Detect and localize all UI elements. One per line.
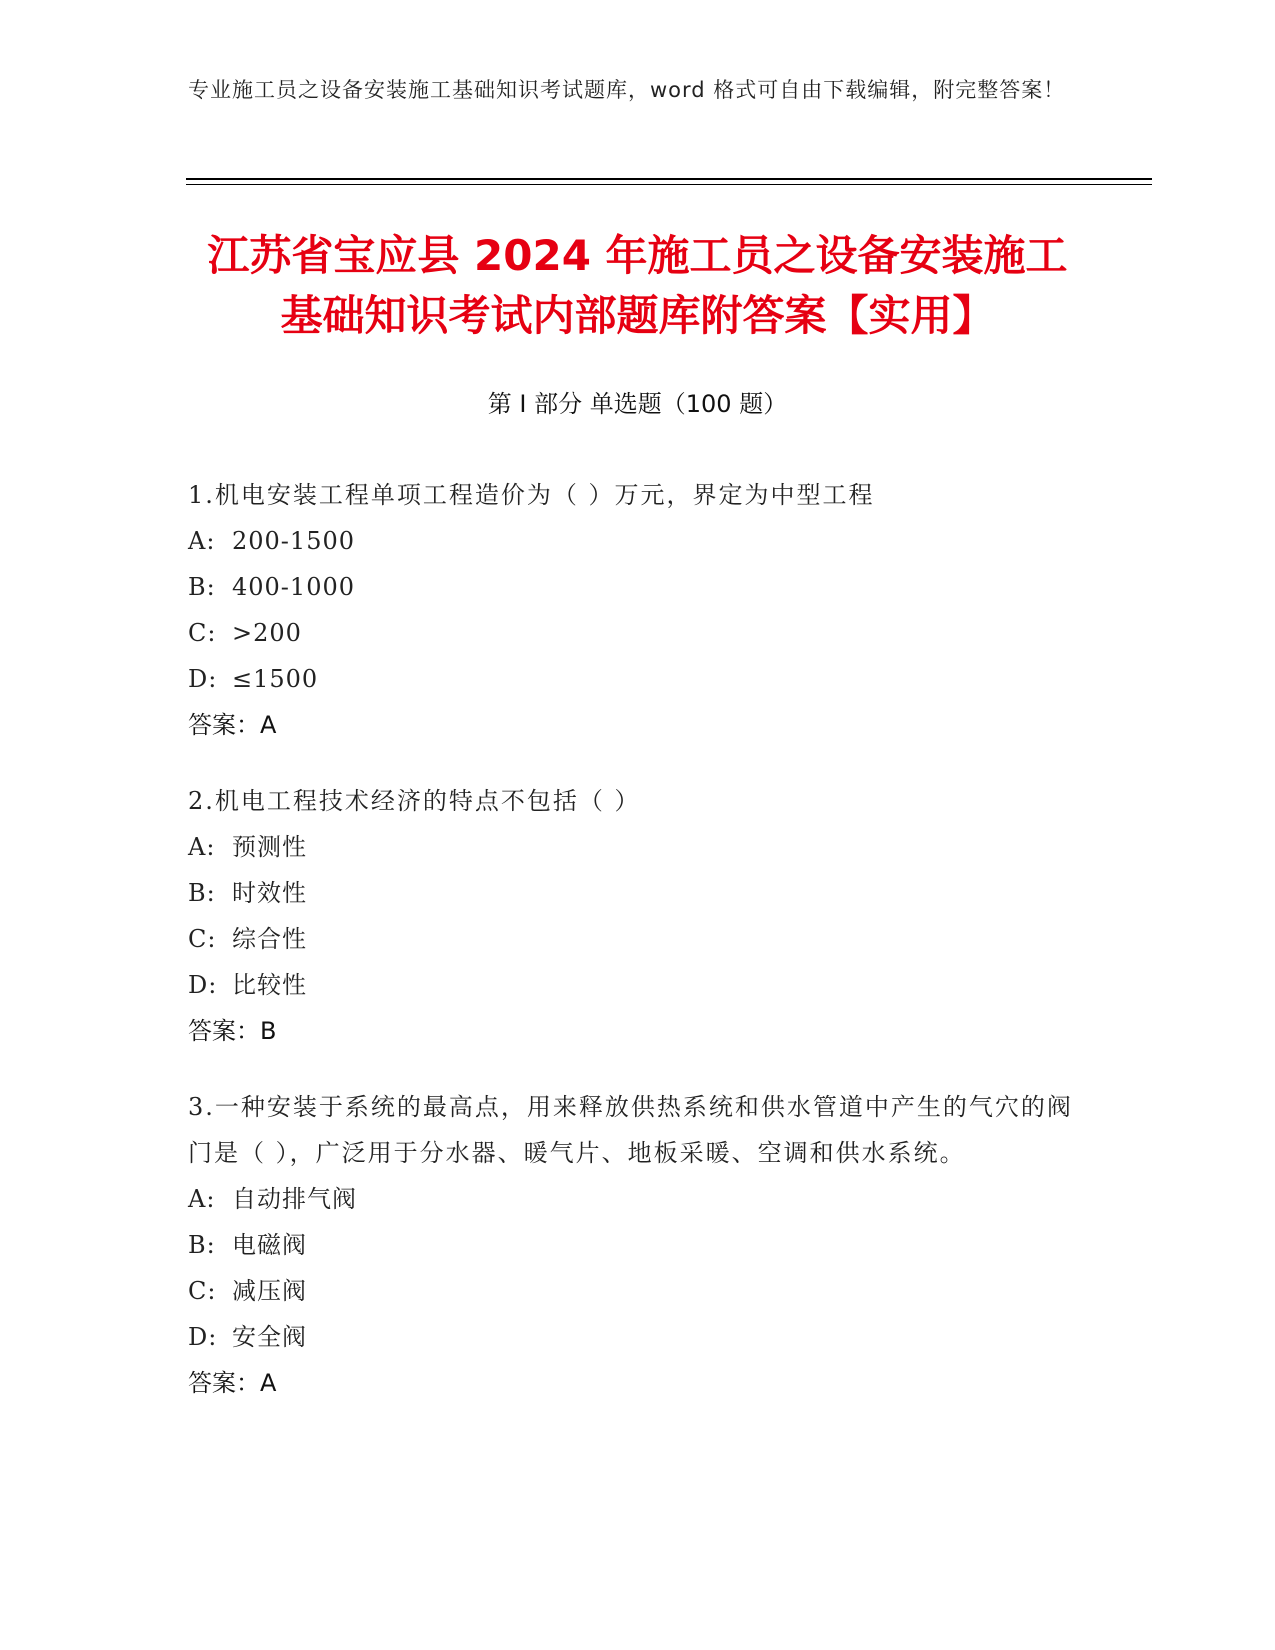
option-key: A:	[188, 1185, 216, 1213]
option-key: B:	[188, 879, 216, 907]
title-line-1: 江苏省宝应县 2024 年施工员之设备安装施工	[207, 231, 1068, 280]
option-key: D:	[188, 971, 218, 999]
option-key: A:	[188, 833, 216, 861]
option-a	[188, 1176, 1088, 1222]
question-stem: 1.机电安装工程单项工程造价为（ ）万元，界定为中型工程	[188, 481, 875, 509]
question-1	[188, 472, 1088, 748]
option-key: B:	[188, 573, 216, 601]
option-c	[188, 610, 1088, 656]
option-c	[188, 1268, 1088, 1314]
option-b	[188, 564, 1088, 610]
option-c	[188, 916, 1088, 962]
header-divider-thick	[186, 178, 1152, 180]
title-line-2: 基础知识考试内部题库附答案【实用】	[280, 291, 995, 340]
option-key: B:	[188, 1231, 216, 1259]
option-d	[188, 1314, 1088, 1360]
option-b	[188, 870, 1088, 916]
option-key: D:	[188, 1323, 218, 1351]
option-key: D:	[188, 665, 218, 693]
question-3	[188, 1084, 1088, 1406]
option-key: C:	[188, 619, 217, 647]
answer: 答案：A	[188, 711, 277, 739]
option-text: 400-1000	[232, 573, 355, 601]
option-key: A:	[188, 527, 216, 555]
option-text: 比较性	[232, 971, 307, 999]
question-list	[188, 472, 1088, 1436]
header-divider-thin	[186, 184, 1152, 185]
question-stem: 3.一种安装于系统的最高点，用来释放供热系统和供水管道中产生的气穴的阀门是（ ），广泛用于分水器、暖气片、地板采暖、空调和供水系统。	[188, 1093, 1073, 1167]
option-text: 自动排气阀	[232, 1185, 357, 1213]
option-text: 安全阀	[232, 1323, 307, 1351]
question-2	[188, 778, 1088, 1054]
option-text: 综合性	[232, 925, 307, 953]
document-title	[150, 226, 1125, 346]
option-text: >200	[232, 619, 302, 647]
option-d	[188, 656, 1088, 702]
option-text: 电磁阀	[232, 1231, 307, 1259]
option-text: 200-1500	[232, 527, 355, 555]
option-text: 预测性	[232, 833, 307, 861]
question-stem: 2.机电工程技术经济的特点不包括（ ）	[188, 787, 641, 815]
option-text: ≤1500	[232, 665, 319, 693]
option-text: 减压阀	[232, 1277, 307, 1305]
option-key: C:	[188, 1277, 217, 1305]
answer: 答案：B	[188, 1017, 277, 1045]
option-a	[188, 824, 1088, 870]
option-b	[188, 1222, 1088, 1268]
option-d	[188, 962, 1088, 1008]
answer: 答案：A	[188, 1369, 277, 1397]
option-text: 时效性	[232, 879, 307, 907]
option-key: C:	[188, 925, 217, 953]
option-a	[188, 518, 1088, 564]
header-note: 专业施工员之设备安装施工基础知识考试题库，word 格式可自由下载编辑，附完整答案！	[188, 78, 1066, 102]
section-heading: 第 I 部分 单选题（100 题）	[487, 390, 788, 418]
